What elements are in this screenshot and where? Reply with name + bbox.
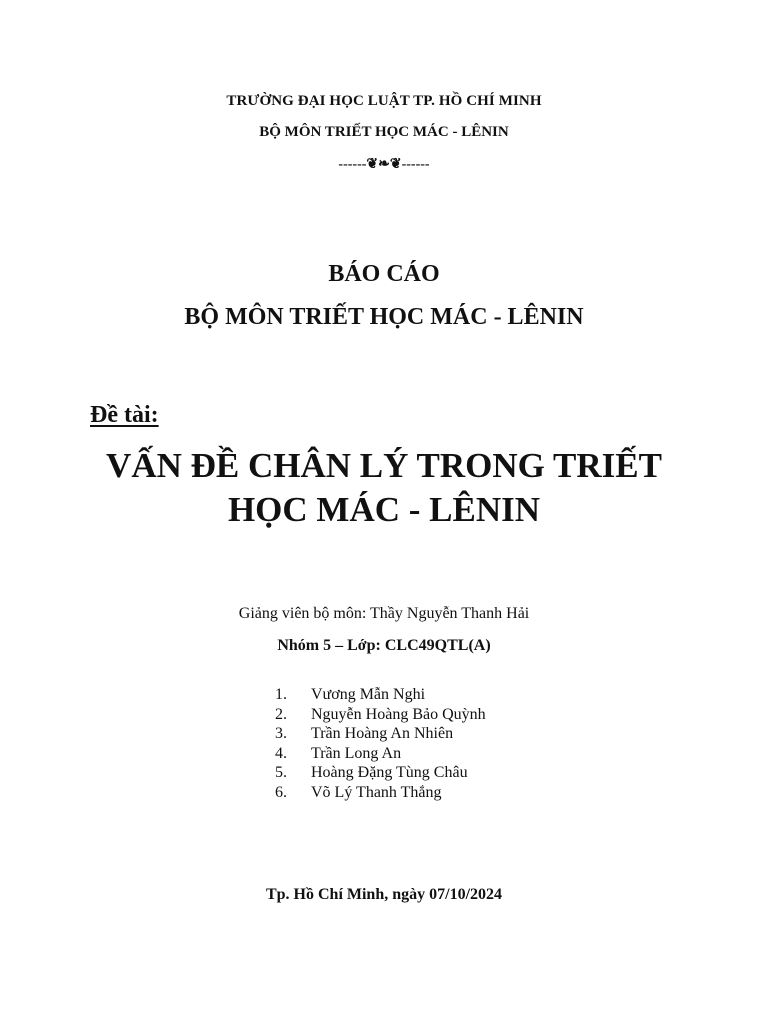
topic-label: Đề tài: bbox=[90, 402, 159, 428]
member-name: Trần Long An bbox=[311, 744, 402, 762]
place-date: Tp. Hồ Chí Minh, ngày 07/10/2024 bbox=[265, 886, 503, 903]
member-number: 5. bbox=[275, 764, 287, 781]
department-name: BỘ MÔN TRIẾT HỌC MÁC - LÊNIN bbox=[259, 124, 509, 140]
report-label: BÁO CÁO bbox=[328, 261, 440, 287]
topic-title bbox=[0, 444, 768, 532]
lecturer-info: Giảng viên bộ môn: Thầy Nguyễn Thanh Hải bbox=[238, 605, 530, 622]
member-number: 4. bbox=[275, 744, 287, 762]
member-item bbox=[275, 783, 486, 803]
member-name: Vương Mẫn Nghi bbox=[311, 686, 426, 703]
member-number: 2. bbox=[275, 705, 287, 723]
member-number: 1. bbox=[275, 686, 287, 703]
topic-title-line-1: VẤN ĐỀ CHÂN LÝ TRONG TRIẾT bbox=[106, 446, 662, 485]
member-item bbox=[275, 705, 486, 725]
school-name: TRƯỜNG ĐẠI HỌC LUẬT TP. HỒ CHÍ MINH bbox=[226, 93, 542, 109]
member-item bbox=[275, 763, 486, 783]
ornament-divider: ------❦❧❦------ bbox=[338, 157, 430, 172]
group-class-info: Nhóm 5 – Lớp: CLC49QTL(A) bbox=[277, 637, 491, 654]
report-subject: BỘ MÔN TRIẾT HỌC MÁC - LÊNIN bbox=[184, 304, 584, 330]
member-list bbox=[275, 685, 486, 802]
member-name: Võ Lý Thanh Thắng bbox=[311, 783, 442, 801]
member-name: Nguyễn Hoàng Bảo Quỳnh bbox=[311, 705, 486, 723]
member-name: Hoàng Đặng Tùng Châu bbox=[311, 764, 468, 781]
member-number: 3. bbox=[275, 725, 287, 742]
member-item bbox=[275, 685, 486, 705]
topic-title-line-2: HỌC MÁC - LÊNIN bbox=[227, 490, 541, 529]
member-item bbox=[275, 744, 486, 764]
member-name: Trần Hoàng An Nhiên bbox=[311, 725, 454, 742]
member-number: 6. bbox=[275, 783, 287, 801]
member-item bbox=[275, 724, 486, 744]
